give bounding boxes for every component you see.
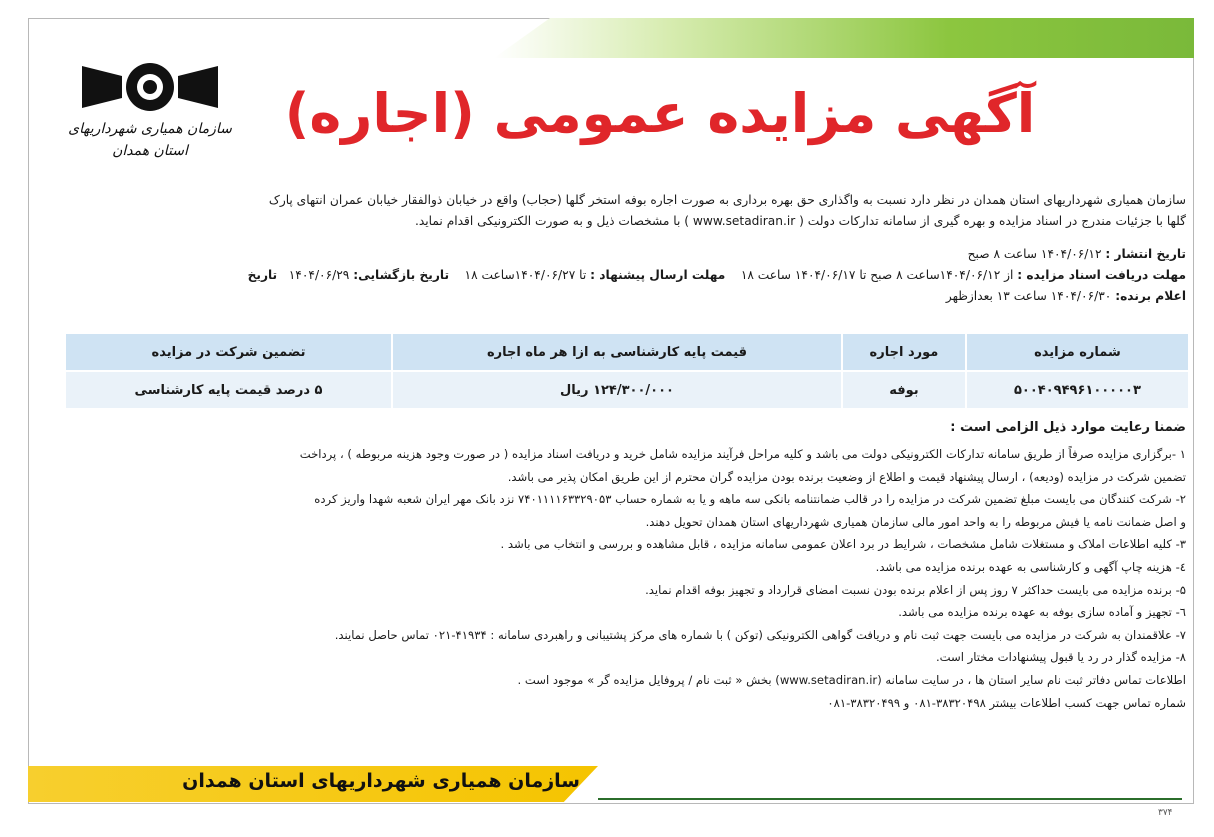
auction-table [64, 332, 1190, 410]
conditions-list [56, 443, 1186, 714]
intro-paragraph [56, 190, 1186, 232]
top-green-band [494, 18, 1194, 58]
condition-line: ۷- علاقمندان به شرکت در مزایده می بایست جهت ثبت نام و دریافت گواهی الکترونیکی (توکن ) با شماره های مرکز پشتیبانی و راهبردی سامانه : ۴۱۹۳۴-۰۲۱ تماس حاصل نمایند. [334, 627, 1186, 642]
ad-title: آگهی مزایده عمومی (اجاره) [284, 82, 1036, 145]
winner-date-label-part1: تاریخ [247, 268, 278, 282]
footer-org-name: سازمان همیاری شهرداریهای استان همدان [182, 770, 580, 792]
condition-line: اطلاعات تماس دفاتر ثبت نام سایر استان ها ، در سایت سامانه (www.setadiran.ir) بخش « ثبت نام / پروفایل مزایده گر » موجود است . [517, 672, 1186, 687]
publish-date-label: تاریخ انتشار : [1105, 247, 1186, 261]
cell-auction-number: ۵۰۰۴۰۹۴۹۶۱۰۰۰۰۰۳ [966, 371, 1189, 409]
header-auction-number: شماره مزایده [966, 333, 1189, 371]
organization-logo-text [60, 118, 240, 162]
header-lease-item: مورد اجاره [842, 333, 966, 371]
footer-divider [598, 798, 1182, 800]
offer-deadline-label: مهلت ارسال پیشنهاد : [590, 268, 726, 282]
condition-line: ۱ -برگزاری مزایده صرفاً از طریق سامانه تدارکات الکترونیکی دولت می باشد و کلیه مراحل فرآیند مزایده شامل خرید و دریافت اسناد مزایده ( در صورت وجود هزینه مربوطه ) ، پرداخت [299, 447, 1186, 461]
cell-guarantee: ۵ درصد قیمت پایه کارشناسی [65, 371, 392, 409]
table-row [65, 371, 1189, 409]
condition-line: تضمین شرکت در مزایده (ودیعه) ، ارسال پیشنهاد قیمت و اطلاع از وضعیت برنده بودن مزایده گران محترم از این طریق امکان پذیر می باشد. [507, 469, 1186, 484]
intro-line: گلها با جزئیات مندرج در اسناد مزایده و بهره گیری از سامانه تدارکات دولت ( www.setadiran.ir ) با مشخصات ذیل و به صورت الکترونیکی اقدام نماید. [415, 214, 1186, 228]
winner-date-value: ۱۴۰۴/۰۶/۳۰ ساعت ۱۳ بعدازظهر [945, 289, 1112, 303]
header-guarantee: تضمین شرکت در مزایده [65, 333, 392, 371]
docs-deadline-label: مهلت دریافت اسناد مزایده : [1017, 268, 1186, 282]
intro-line: سازمان همیاری شهرداریهای استان همدان در نظر دارد نسبت به واگذاری حق بهره برداری به صورت اجاره بوفه استخر گلها (حجاب) واقع در خیابان ذوالفقار خیابان عمران انتهای پارک [268, 193, 1186, 207]
publish-date-value: ۱۴۰۴/۰۶/۱۲ ساعت ۸ صبح [967, 247, 1102, 261]
condition-line: و اصل ضمانت نامه یا فیش مربوطه را به واحد امور مالی سازمان همیاری شهرداریهای استان همدان تحویل دهند. [645, 514, 1186, 529]
logo-text-line2: استان همدان [112, 143, 188, 159]
condition-line: ۵- برنده مزایده می بایست حداکثر ۷ روز پس از اعلام برنده بودن نسبت امضای قرارداد و تجهیز بوفه اقدام نماید. [645, 582, 1186, 597]
condition-line: ۳- کلیه اطلاعات املاک و مستغلات شامل مشخصات ، شرایط در برد اعلان عمومی سامانه مزایده ، قابل مشاهده و بررسی و انتخاب می باشد . [500, 537, 1186, 552]
table-header-row [65, 333, 1189, 371]
condition-line: ٦- تجهیز و آماده سازی بوفه به عهده برنده مزایده می باشد. [898, 605, 1186, 620]
offer-deadline-value: تا ۱۴۰۴/۰۶/۲۷ساعت ۱۸ [464, 268, 587, 282]
condition-line: ۸- مزایده گذار در رد یا قبول پیشنهادات مختار است. [935, 650, 1186, 665]
page-number: ۳۷۴ [1158, 808, 1173, 818]
conditions-heading: ضمنا رعایت موارد ذیل الزامی است : [950, 420, 1186, 435]
cell-lease-item: بوفه [842, 371, 966, 409]
condition-line: ۲- شرکت کنندگان می بایست مبلغ تضمین شرکت در مزایده را در قالب ضمانتنامه بانکی سه ماهه و یا به شماره حساب ۷۴۰۱۱۱۱۶۳۳۲۹۰۵۳ نزد بانک مهر ایران شعبه شهدا واریز کرده [314, 492, 1186, 507]
header-base-price: قیمت پایه کارشناسی به ازا هر ماه اجاره [392, 333, 842, 371]
condition-line: شماره تماس جهت کسب اطلاعات بیشتر ۳۸۳۲۰۴۹۸-۰۸۱ و ۳۸۳۲۰۴۹۹-۰۸۱ [827, 695, 1186, 710]
condition-line: ٤- هزینه چاپ آگهی و کارشناسی به عهده برنده مزایده می باشد. [875, 559, 1186, 574]
docs-deadline-value: از ۱۴۰۴/۰۶/۱۲ساعت ۸ صبح تا ۱۴۰۴/۰۶/۱۷ ساعت ۱۸ [740, 268, 1014, 282]
opening-date-value: ۱۴۰۴/۰۶/۲۹ [288, 268, 350, 282]
logo-text-line1: سازمان همیاری شهرداریهای [68, 121, 232, 137]
winner-date-label-part2: اعلام برنده: [1115, 289, 1186, 303]
opening-date-label: تاریخ بازگشایی: [353, 268, 450, 282]
cell-base-price: ۱۲۴/۳۰۰/۰۰۰ ریال [392, 371, 842, 409]
dates-block [56, 244, 1186, 307]
